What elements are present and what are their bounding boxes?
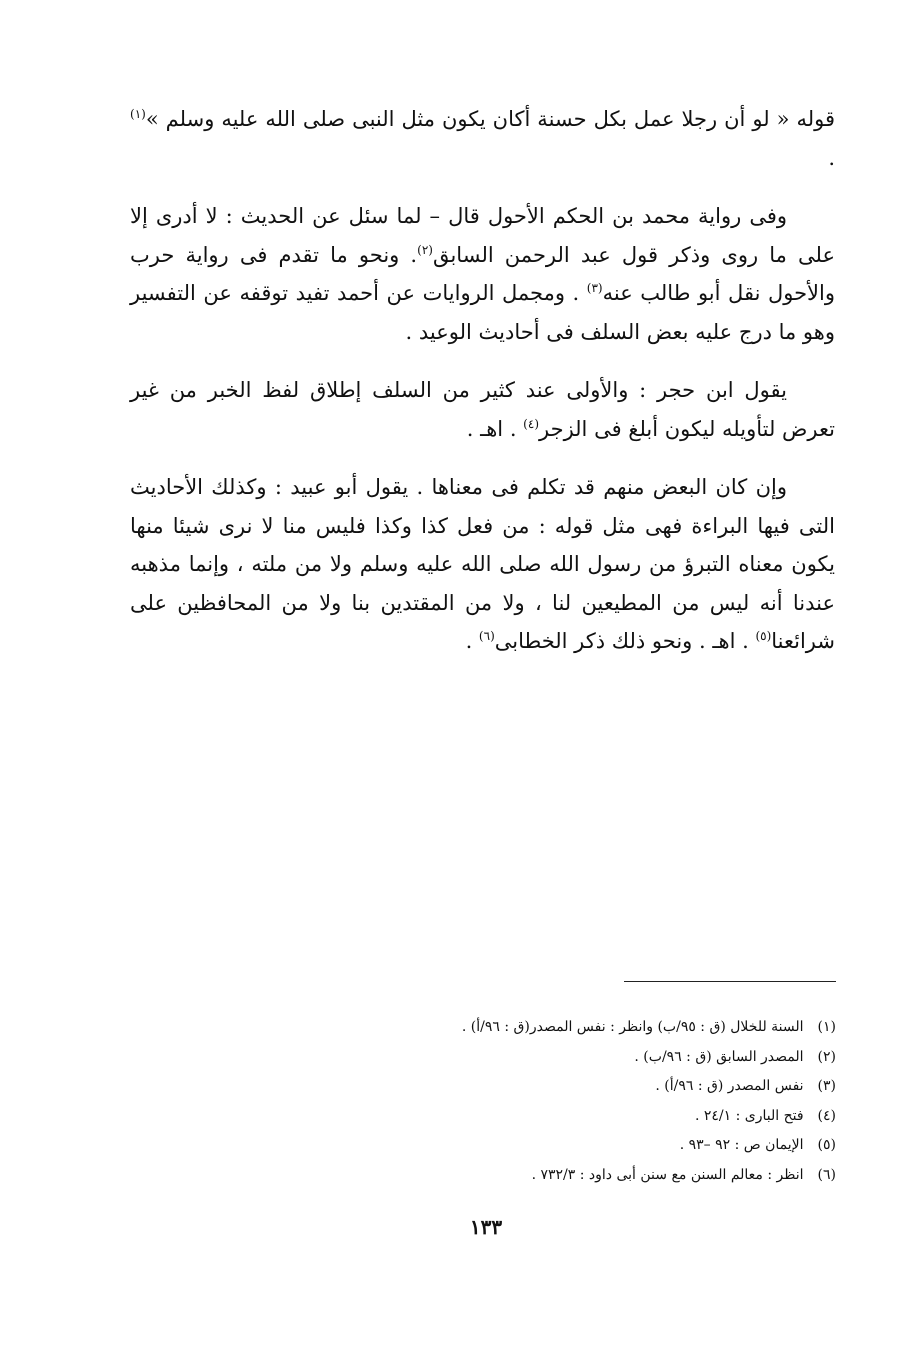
paragraph-text: وفى رواية محمد بن الحكم الأحول قال – لما سئل عن الحديث : لا أدرى إلا على ما روى وذكر قول عبد الرحمن السابق <box>130 204 836 267</box>
main-text <box>130 100 835 681</box>
footnote-marker: (١) <box>130 107 146 121</box>
footnote-item <box>276 1131 836 1161</box>
footnote-item <box>276 1013 836 1043</box>
footnote-marker: (٣) <box>586 281 603 295</box>
footnote-marker: (٢) <box>417 242 433 257</box>
footnote-number: (٣) <box>817 1078 836 1094</box>
footnote-text: السنة للخلال (ق : ٩٥/ب) وانظر : نفس المصدر(ق : ٩٦/أ) . <box>461 1019 804 1035</box>
paragraph-text: . اهـ . <box>466 416 524 441</box>
paragraph-text: قوله « لو أن رجلا عمل بكل حسنة أكان يكون مثل النبى صلى الله عليه وسلم » <box>145 107 835 131</box>
footnote-item <box>276 1043 836 1073</box>
footnote-marker: (٤) <box>523 416 539 431</box>
footnote-divider <box>624 981 836 982</box>
paragraph <box>130 197 835 351</box>
paragraph-text: . <box>465 629 479 653</box>
footnote-text: الإيمان ص : ٩٢ –٩٣ . <box>679 1137 804 1153</box>
paragraph <box>130 100 835 177</box>
paragraph <box>130 468 835 661</box>
footnote-number: (٥) <box>817 1137 836 1153</box>
paragraph-text: . <box>828 145 835 170</box>
footnote-number: (٦) <box>817 1166 836 1183</box>
footnotes <box>276 1013 836 1190</box>
footnote-number: (١) <box>817 1019 836 1035</box>
paragraph-text: . ومجمل الروايات عن أحمد تفيد توقفه عن التفسير وهو ما درج عليه بعض السلف فى أحاديث الوعيد . <box>130 281 835 344</box>
footnote-text: فتح البارى : ٢٤/١ . <box>694 1107 804 1124</box>
paragraph-text: . ونحو ما تقدم فى رواية حرب والأحول نقل أبو طالب عنه <box>130 242 836 305</box>
footnote-text: نفس المصدر (ق : ٩٦/أ) . <box>655 1078 804 1094</box>
footnote-item <box>276 1161 836 1191</box>
paragraph-text: وإن كان البعض منهم قد تكلم فى معناها . يقول أبو عبيد : وكذلك الأحاديث التى فيها البراءة فهى مثل قوله : من فعل كذا وكذا فليس منا لا نرى شيئا منها يكون معناه التبرؤ من رسول الله صلى الله عليه وسلم ولا من ملته ، وإنما مذهبه عندنا أنه ليس من المطيعين لنا ، ولا من المقتدين بنا ولا من المحافظين على شرائعنا <box>130 475 835 653</box>
paragraph-text: يقول ابن حجر : والأولى عند كثير من السلف إطلاق لفظ الخبر من غير تعرض لتأويله ليكون أبلغ فى الزجر <box>130 378 835 441</box>
footnote-number: (٢) <box>817 1048 836 1065</box>
footnote-item <box>276 1072 836 1102</box>
paragraph <box>130 371 835 448</box>
footnote-item <box>276 1102 836 1132</box>
footnote-number: (٤) <box>817 1107 836 1124</box>
footnote-marker: (٥) <box>755 629 772 643</box>
paragraph-text: . اهـ . ونحو ذلك ذكر الخطابى <box>494 629 756 653</box>
footnote-text: المصدر السابق (ق : ٩٦/ب) . <box>634 1048 804 1065</box>
page-number: ١٣٣ <box>469 1215 503 1239</box>
footnote-marker: (٦) <box>478 629 495 643</box>
footnote-text: انظر : معالم السنن مع سنن أبى داود : ٧٣٢/٣ . <box>531 1166 804 1183</box>
